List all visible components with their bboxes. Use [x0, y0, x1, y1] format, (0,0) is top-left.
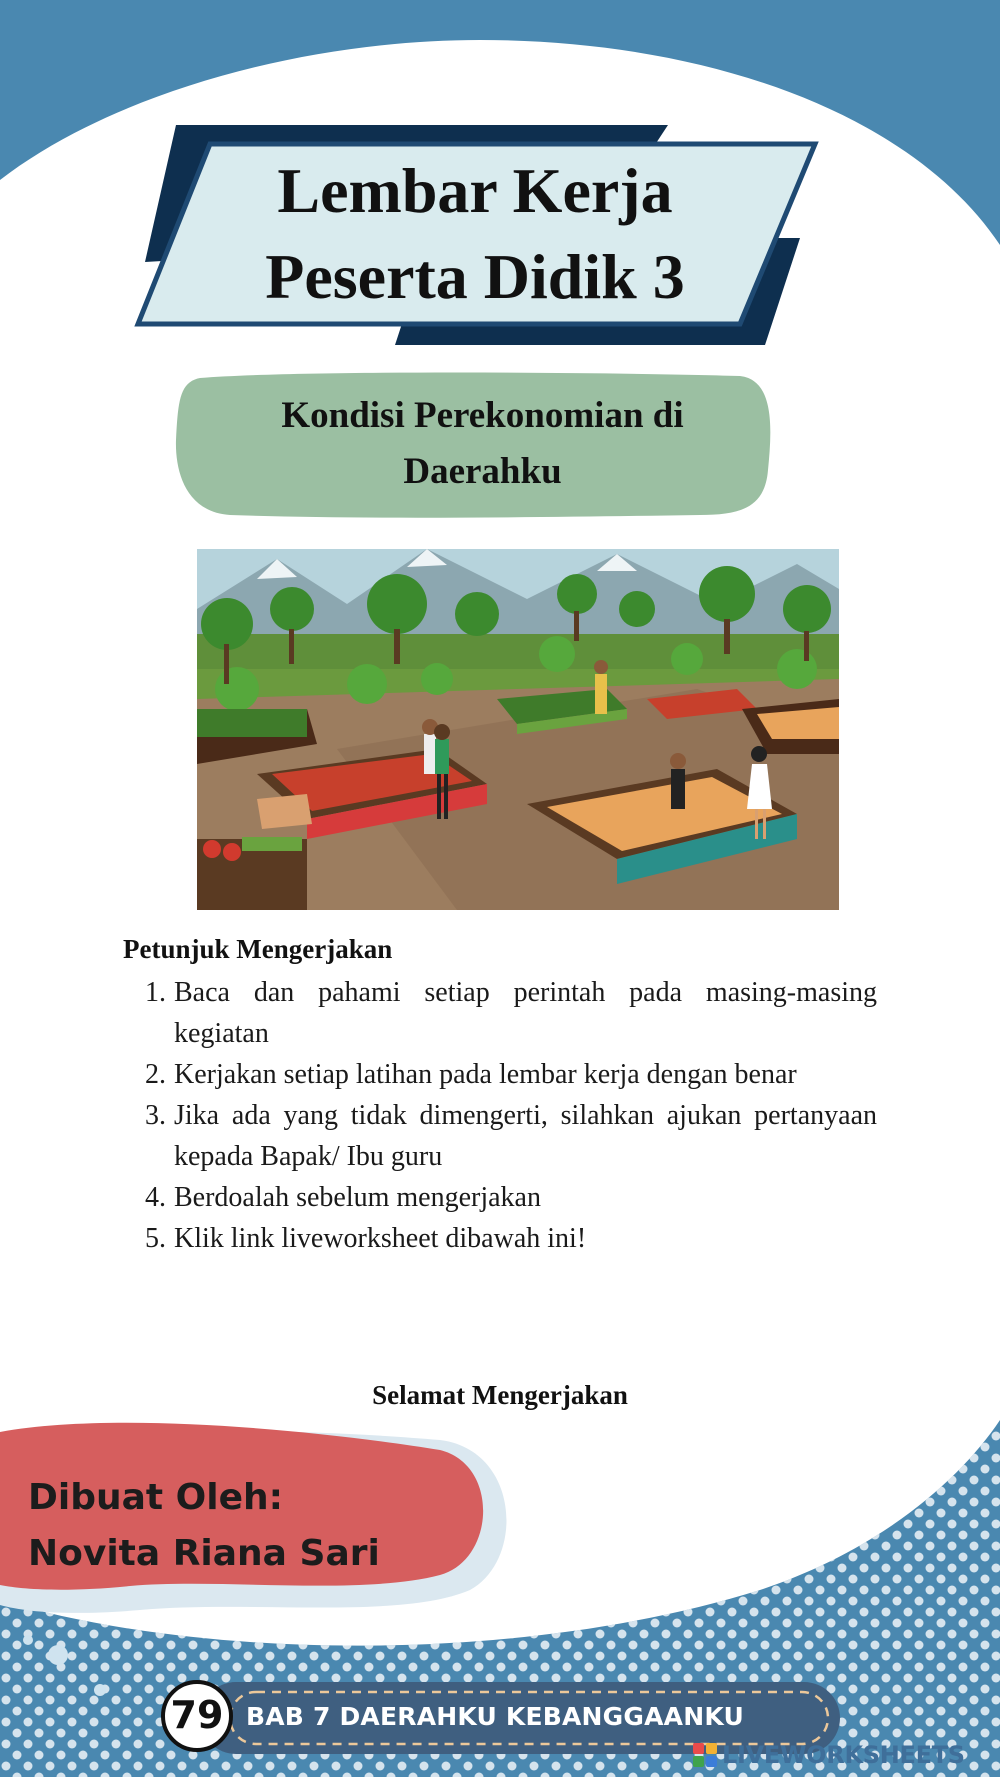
instructions-heading: Petunjuk Mengerjakan	[123, 934, 393, 964]
title-line-2: Peserta Didik 3	[265, 241, 685, 312]
chapter-title: BAB 7 DAERAHKU KEBANGGAANKU	[246, 1702, 744, 1731]
instruction-number: 2.	[145, 1059, 166, 1090]
page-number: 79	[170, 1693, 224, 1737]
topic-line-1: Kondisi Perekonomian di	[281, 395, 684, 436]
instruction-number: 4.	[145, 1182, 166, 1213]
page-title	[150, 148, 800, 320]
instruction-text: Baca dan pahami setiap perintah pada masing-masing kegiatan	[174, 977, 877, 1049]
title-line-1: Lembar Kerja	[277, 155, 673, 226]
liveworksheets-grid-icon	[692, 1742, 718, 1768]
instruction-text: Kerjakan setiap latihan pada lembar kerja dengan benar	[174, 1059, 797, 1090]
instruction-item	[145, 1218, 877, 1259]
topic-line-2: Daerahku	[403, 451, 562, 492]
instruction-item	[145, 972, 877, 1054]
instruction-number: 5.	[145, 1223, 166, 1254]
instruction-number: 3.	[145, 1100, 166, 1131]
market-illustration	[197, 549, 839, 910]
instruction-number: 1.	[145, 977, 166, 1008]
author-label: Dibuat Oleh:	[28, 1477, 284, 1518]
instruction-text: Klik link liveworksheet dibawah ini!	[174, 1223, 587, 1254]
liveworksheets-brand: LIVEWORKSHEETS	[722, 1741, 965, 1769]
instruction-text: Berdoalah sebelum mengerjakan	[174, 1182, 541, 1213]
instruction-item	[145, 1177, 877, 1218]
instruction-item	[145, 1054, 877, 1095]
instruction-text: Jika ada yang tidak dimengerti, silahkan ajukan pertanyaan kepada Bapak/ Ibu guru	[174, 1100, 877, 1172]
instruction-list	[145, 972, 877, 1259]
author-name: Novita Riana Sari	[28, 1533, 380, 1574]
author-credit	[28, 1470, 380, 1582]
topic-title	[200, 388, 765, 500]
instruction-item	[145, 1095, 877, 1177]
liveworksheets-logo[interactable]	[692, 1738, 965, 1772]
closing-message: Selamat Mengerjakan	[372, 1380, 628, 1410]
